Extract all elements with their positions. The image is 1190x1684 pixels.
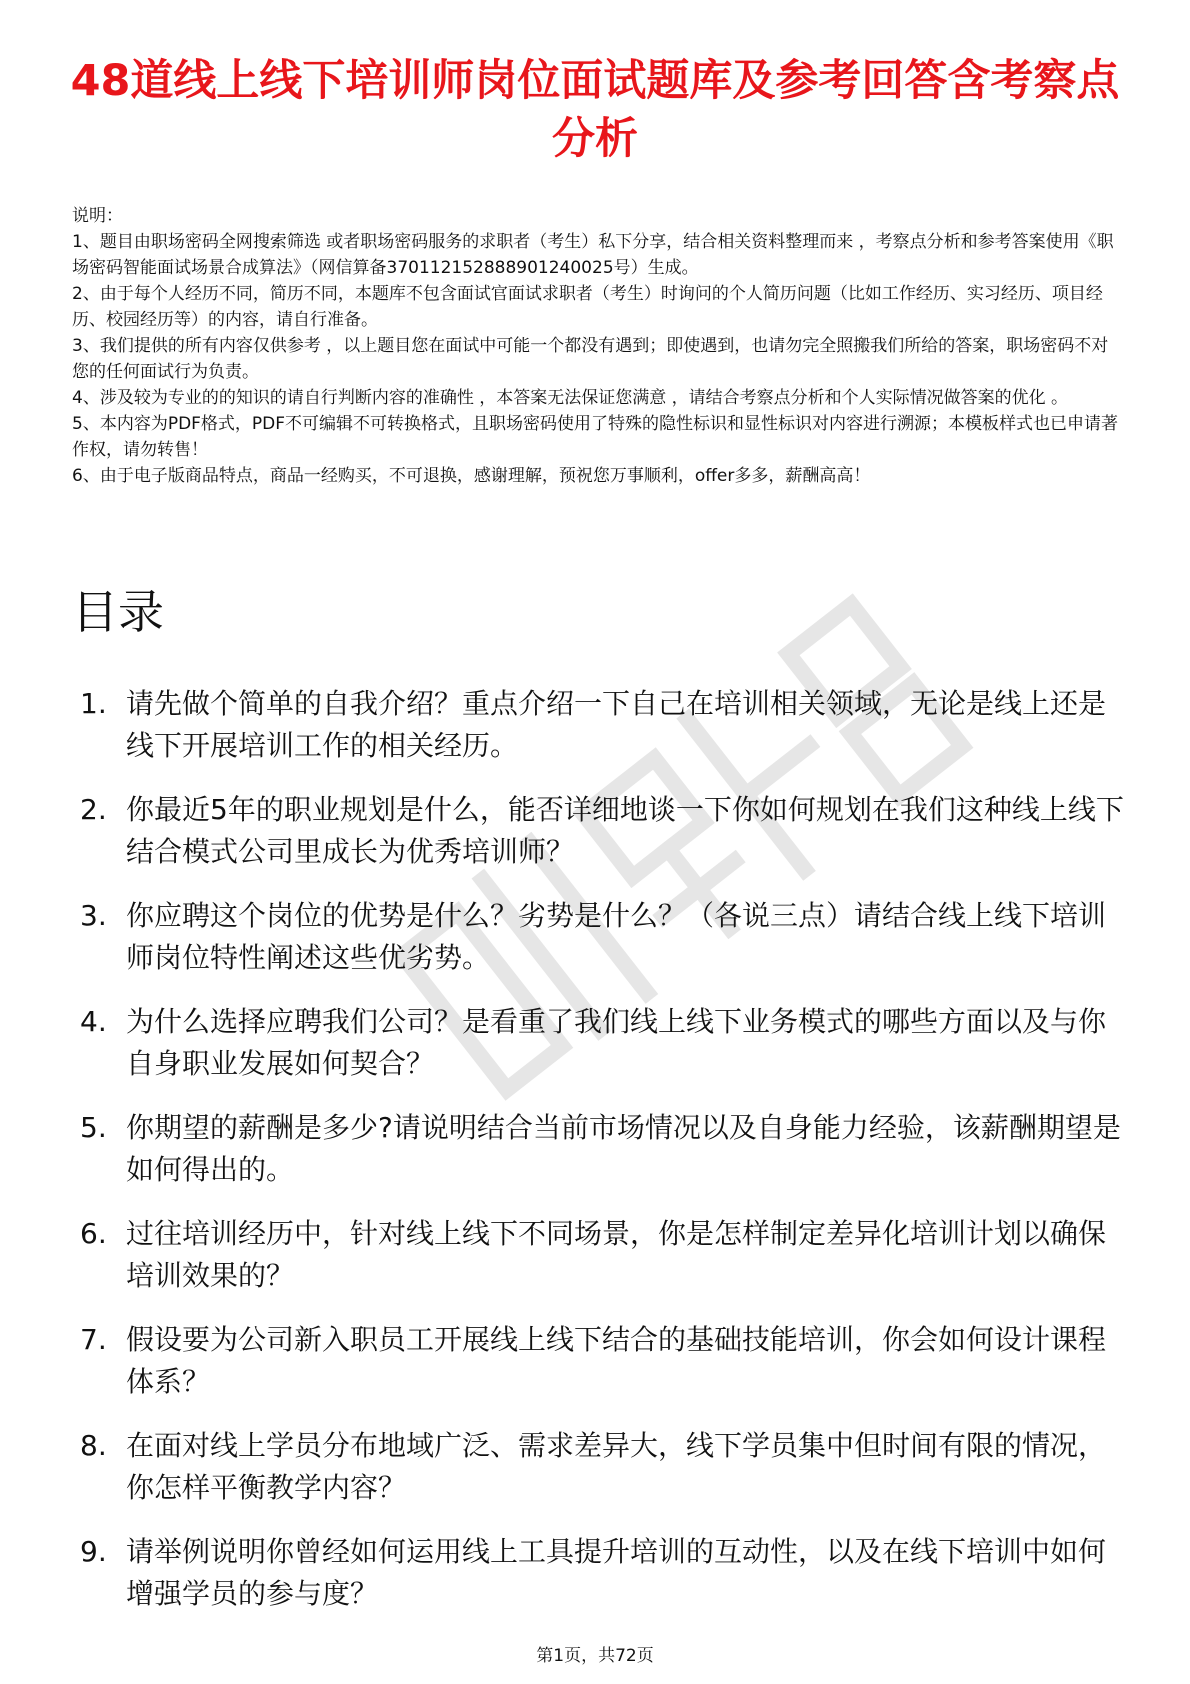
toc-item-text: 请先做个简单的自我介绍？重点介绍一下自己在培训相关领域，无论是线上还是线下开展培训工作的相关经历。 <box>126 687 1107 762</box>
toc-item-number: 1. <box>80 687 107 720</box>
toc-item[interactable] <box>72 895 1132 1001</box>
toc-item[interactable] <box>72 1213 1132 1319</box>
notes-section <box>72 203 1122 489</box>
toc-item-number: 3. <box>80 899 107 932</box>
notes-label: 说明： <box>72 206 123 226</box>
toc-item-number: 7. <box>80 1323 107 1356</box>
note-item: 5、本内容为PDF格式，PDF不可编辑不可转换格式，且职场密码使用了特殊的隐性标识和显性标识对内容进行溯源；本模板样式也已申请著作权，请勿转售！ <box>72 414 1119 460</box>
toc-heading: 目录 <box>72 585 164 639</box>
toc-item[interactable] <box>72 789 1132 895</box>
note-item: 2、由于每个人经历不同，简历不同，本题库不包含面试官面试求职者（考生）时询问的个人简历问题（比如工作经历、实习经历、项目经历、校园经历等）的内容，请自行准备。 <box>72 284 1103 330</box>
toc-item[interactable] <box>72 1001 1132 1107</box>
toc-item-text: 你期望的薪酬是多少?请说明结合当前市场情况以及自身能力经验，该薪酬期望是如何得出的。 <box>126 1111 1121 1186</box>
toc-item-text: 你应聘这个岗位的优势是什么？劣势是什么？（各说三点）请结合线上线下培训师岗位特性阐述这些优劣势。 <box>126 899 1107 974</box>
toc-item-number: 5. <box>80 1111 107 1144</box>
note-item: 3、我们提供的所有内容仅供参考 ，以上题目您在面试中可能一个都没有遇到；即使遇到，也请勿完全照搬我们所给的答案，职场密码不对您的任何面试行为负责。 <box>72 336 1109 382</box>
toc-item-text: 过往培训经历中，针对线上线下不同场景，你是怎样制定差异化培训计划以确保培训效果的？ <box>126 1217 1107 1292</box>
page-footer: 第1页，共72页 <box>536 1646 654 1666</box>
toc-item[interactable] <box>72 1319 1132 1425</box>
toc-list <box>72 683 1132 1637</box>
toc-item[interactable] <box>72 1107 1132 1213</box>
toc-item-number: 2. <box>80 793 107 826</box>
note-item: 1、题目由职场密码全网搜索筛选 或者职场密码服务的求职者（考生）私下分享，结合相关资料整理而来 ，考察点分析和参考答案使用《职场密码智能面试场景合成算法》（网信算备370112152888901240025号）生成。 <box>72 232 1114 278</box>
toc-item[interactable] <box>72 1531 1132 1637</box>
toc-item-number: 9. <box>80 1535 107 1568</box>
toc-item-number: 4. <box>80 1005 107 1038</box>
toc-item-text: 假设要为公司新入职员工开展线上线下结合的基础技能培训，你会如何设计课程体系？ <box>126 1323 1107 1398</box>
toc-item-number: 8. <box>80 1429 107 1462</box>
toc-item-number: 6. <box>80 1217 107 1250</box>
toc-item-text: 为什么选择应聘我们公司？是看重了我们线上线下业务模式的哪些方面以及与你自身职业发展如何契合？ <box>126 1005 1107 1080</box>
note-item: 6、由于电子版商品特点，商品一经购买，不可退换，感谢理解，预祝您万事顺利，offer多多，薪酬高高！ <box>72 466 871 486</box>
toc-item[interactable] <box>72 683 1132 789</box>
toc-item-text: 你最近5年的职业规划是什么，能否详细地谈一下你如何规划在我们这种线上线下结合模式公司里成长为优秀培训师？ <box>126 793 1124 868</box>
toc-item-text: 在面对线上学员分布地域广泛、需求差异大，线下学员集中但时间有限的情况，你怎样平衡教学内容？ <box>126 1429 1107 1504</box>
toc-item[interactable] <box>72 1425 1132 1531</box>
document-title: 48道线上线下培训师岗位面试题库及参考回答含考察点分析 <box>70 56 1120 164</box>
toc-item-text: 请举例说明你曾经如何运用线上工具提升培训的互动性，以及在线下培训中如何增强学员的参与度？ <box>126 1535 1107 1610</box>
note-item: 4、涉及较为专业的的知识的请自行判断内容的准确性 ，本答案无法保证您满意 ，请结合考察点分析和个人实际情况做答案的优化 。 <box>72 388 1069 408</box>
